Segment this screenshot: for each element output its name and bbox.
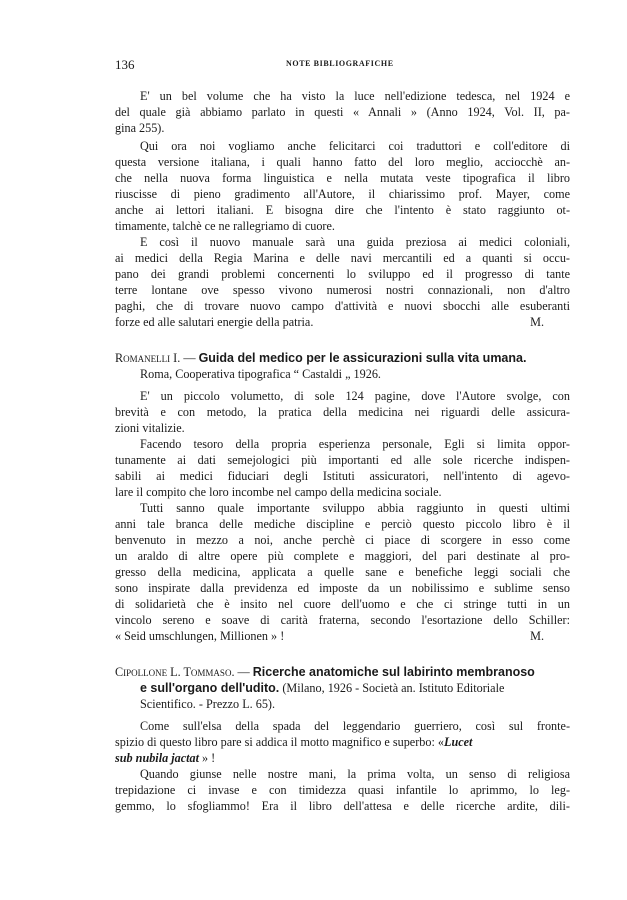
- review1-line: questa versione italiana, i quali hanno fatto del loro meglio, acciocchè an-: [115, 155, 570, 169]
- review1-line: anche ai lettori italiani. E bisogna dire che l'intento è stato raggiunto ot-: [115, 203, 570, 217]
- review2-line: gresso della medicina, applicata a quelle sane e benefiche leggi sociali che: [115, 565, 570, 579]
- review1-line: gina 255).: [115, 121, 165, 135]
- review1-line: paghi, che di trovare nuovo campo d'attività e nuovi sbocchi alle esuberanti: [115, 299, 570, 313]
- review2-author: Romanelli I.: [115, 351, 181, 365]
- review3-motto-b: sub nubila jactat: [115, 751, 199, 765]
- review2-line: Tutti sanno quale importante sviluppo abbia raggiunto in questi ultimi: [140, 501, 570, 515]
- review2-dash: —: [180, 351, 199, 365]
- review2-heading: [115, 350, 570, 366]
- review2-line: di solidarietà che è insito nel cuore dell'uomo e che ci stringe tutti in un: [115, 597, 570, 611]
- review3-imprint-b: Scientifico. - Prezzo L. 65).: [140, 697, 276, 711]
- review2-line: sabili ai medici fiduciari degli Istituti assicuratori, nell'intento di agevo-: [115, 469, 570, 483]
- review2-imprint: Roma, Cooperativa tipografica “ Castaldi „ 1926.: [140, 367, 381, 381]
- running-title: NOTE BIBLIOGRAFICHE: [286, 59, 394, 68]
- review1-line: ai medici della Regia Marina e delle navi mercantili ed a quanti si occu-: [115, 251, 570, 265]
- review2-line: zioni vitalizie.: [115, 421, 185, 435]
- review3-line: trepidazione ci invase e con timidezza quasi infantile lo aprimmo, lo leg-: [115, 783, 570, 797]
- review2-line: lare il compito che loro incombe nel campo della medicina sociale.: [115, 485, 442, 499]
- review1-line: E così il nuovo manuale sarà una guida preziosa ai medici coloniali,: [140, 235, 570, 249]
- review2-line: benvenuto in mezzo a noi, anche perchè ci piace di scorgere in esso come: [115, 533, 570, 547]
- review2-line: anni tale branca delle mediche discipline e perciò questo piccolo libro è il: [115, 517, 570, 531]
- review1-line: forze ed alle salutari energie della patria.: [115, 315, 314, 329]
- review2-title: Guida del medico per le assicurazioni sulla vita umana.: [198, 351, 527, 365]
- review2-line: E' un piccolo volumetto, di sole 124 pagine, dove l'Autore svolge, con: [140, 389, 570, 403]
- review3-motto-line-2: [115, 750, 570, 766]
- review1-line: che nella nuova forma linguistica e nella mutata veste tipografica il libro: [115, 171, 570, 185]
- review2-line: sono inspirate dalla previdenza ed imposte da un nobilissimo e sublime senso: [115, 581, 570, 595]
- review2-line: tunamente ai dati semejologici più importanti ed alle sole ricerche indispen-: [115, 453, 570, 467]
- review1-line: pano dei grandi problemi concernenti lo sviluppo ed il progresso di tante: [115, 267, 570, 281]
- review3-dash: —: [234, 665, 253, 679]
- review3-motto-line: [115, 734, 570, 750]
- review3-author: Cipollone L. Tommaso.: [115, 665, 235, 679]
- review3-line: spizio di questo libro pare si addica il motto magnifico e superbo: «: [115, 735, 444, 749]
- review3-title-b: e sull'organo dell'udito.: [140, 681, 280, 695]
- review1-line: Qui ora noi vogliamo anche felicitarci coi traduttori e coll'editore di: [140, 139, 570, 153]
- review2-signature: M.: [530, 629, 544, 643]
- review1-line: timamente, talchè ce ne rallegriamo di cuore.: [115, 219, 335, 233]
- review3-line: Quando giunse nelle nostre mani, la prima volta, un senso di religiosa: [140, 767, 570, 781]
- review2-line: « Seid umschlungen, Millionen » !: [115, 629, 285, 643]
- review1-line: E' un bel volume che ha visto la luce nell'edizione tedesca, nel 1924 e: [140, 89, 570, 103]
- review3-line: Come sull'elsa della spada del leggendario guerriero, così sul fronte-: [140, 719, 570, 733]
- review1-line: del quale già abbiamo parlato in questi « Annali » (Anno 1924, Vol. II, pa-: [115, 105, 570, 119]
- review2-line: brevità e con metodo, la pratica della medicina nei riguardi delle assicura-: [115, 405, 570, 419]
- review3-heading-cont: [140, 680, 570, 696]
- review3-title-a: Ricerche anatomiche sul labirinto membranoso: [252, 665, 535, 679]
- review1-line: terre lontane ove spesso vivono numerosi nostri connazionali, non d'altro: [115, 283, 570, 297]
- review2-last-line: [115, 628, 570, 644]
- review1-line: riuscisse di pieno gradimento all'Autore, il chiarissimo prof. Mayer, come: [115, 187, 570, 201]
- review1-signature: M.: [530, 315, 544, 329]
- review3-motto-end: » !: [198, 751, 216, 765]
- review3-line: gemmo, lo sfogliammo! Era il libro dell'attesa e delle ricerche ardite, dili-: [115, 799, 570, 813]
- review3-motto-a: Lucet: [444, 735, 473, 749]
- review2-line: un araldo di altre opere più complete e maggiori, del pari destinate al pro-: [115, 549, 570, 563]
- review3-imprint-a: (Milano, 1926 - Società an. Istituto Editoriale: [279, 681, 505, 695]
- page-number: 136: [115, 57, 135, 72]
- running-header: [115, 57, 570, 73]
- review2-line: vincolo sereno e soave di carità fraterna, secondo l'esortazione dello Schiller:: [115, 613, 570, 627]
- review3-heading: [115, 664, 570, 680]
- review2-line: Facendo tesoro della propria esperienza personale, Egli si limita oppor-: [140, 437, 570, 451]
- review1-last-line: [115, 314, 570, 330]
